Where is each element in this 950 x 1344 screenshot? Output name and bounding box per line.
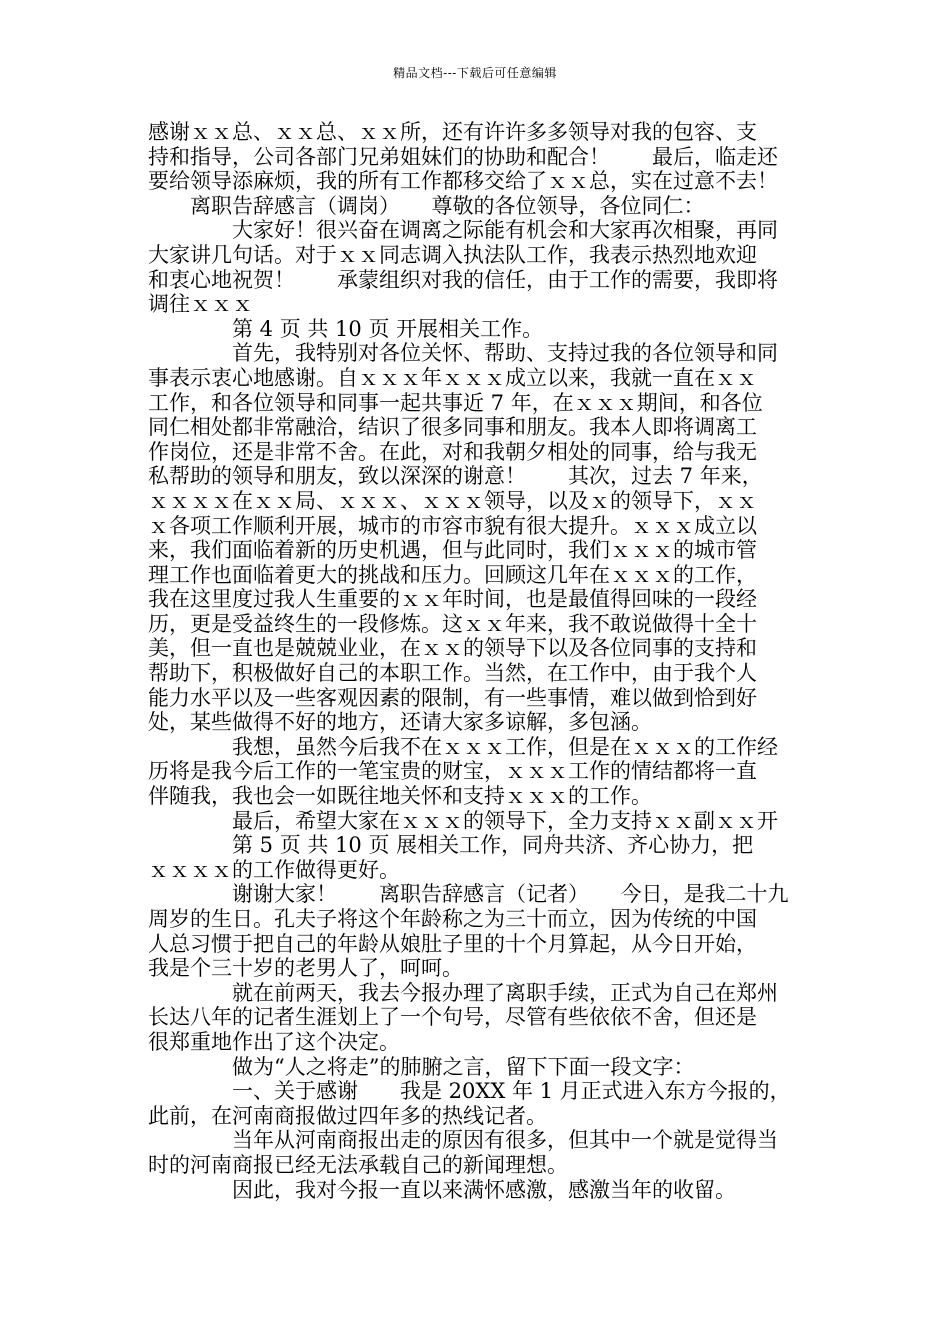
- text-line: 周岁的生日。孔夫子将这个年龄称之为三十而立，因为传统的中国: [148, 907, 757, 931]
- text-line: ｘｘｘｘ的工作做得更好。: [148, 857, 400, 882]
- text-line: 感谢ｘｘ总、ｘｘ总、ｘｘ所，还有许许多多领导对我的包容、支: [148, 120, 757, 144]
- document-body: [148, 120, 808, 1202]
- text-line: 大家好！很兴奋在调离之际能有机会和大家再次相聚，再同: [148, 218, 778, 243]
- text-line: 我在这里度过我人生重要的ｘｘ年时间，也是最值得回味的一段经: [148, 587, 757, 612]
- text-line: 我是个三十岁的老男人了，呵呵。: [148, 956, 463, 981]
- text-line: 处，某些做得不好的地方，还请大家多谅解，多包涵。: [148, 710, 652, 735]
- text-line: 很郑重地作出了这个决定。: [148, 1029, 400, 1054]
- text-line: 历将是我今后工作的一笔宝贵的财宝，ｘｘｘ工作的情结都将一直: [148, 759, 757, 784]
- text-line: ｘ各项工作顺利开展，城市的市容市貌有很大提升。ｘｘｘ成立以: [148, 513, 757, 538]
- text-line: 帮助下，积极做好自己的本职工作。当然，在工作中，由于我个人: [148, 661, 757, 686]
- text-line: 来，我们面临着新的历史机遇，但与此同时，我们ｘｘｘ的城市管: [148, 538, 757, 563]
- text-line: 一、关于感谢 我是 20XX 年 1 月正式进入东方今报的，: [148, 1079, 791, 1104]
- text-line: 此前，在河南商报做过四年多的热线记者。: [148, 1103, 547, 1128]
- text-line: 美，但一直也是兢兢业业，在ｘｘ的领导下以及各位同事的支持和: [148, 636, 757, 661]
- text-line: 就在前两天，我去今报办理了离职手续，正式为自己在郑州: [148, 980, 778, 1005]
- page-header: 精品文档---下载后可任意编辑: [393, 66, 557, 80]
- text-line: 离职告辞感言（调岗） 尊敬的各位领导，各位同仁：: [148, 193, 705, 218]
- text-line: 事表示衷心地感谢。自ｘｘｘ年ｘｘｘ成立以来，我就一直在ｘｘ: [148, 365, 757, 390]
- text-line: 做为“人之将走”的肺腑之言，留下下面一段文字：: [148, 1054, 695, 1079]
- text-line: 人总习惯于把自己的年龄从娘肚子里的十个月算起，从今日开始，: [148, 931, 757, 956]
- text-line: 持和指导，公司各部门兄弟姐妹们的协助和配合！ 最后，临走还: [148, 144, 778, 169]
- text-line: 历，更是受益终生的一段修炼。这ｘｘ年来，我不敢说做得十全十: [148, 611, 757, 636]
- text-line: ｘｘｘｘ在ｘｘ局、ｘｘｘ、ｘｘｘ领导，以及ｘ的领导下，ｘｘ: [148, 488, 757, 513]
- text-line: 伴随我，我也会一如既往地关怀和支持ｘｘｘ的工作。: [148, 784, 652, 809]
- text-line: 长达八年的记者生涯划上了一个句号，尽管有些依依不舍，但还是: [148, 1005, 757, 1030]
- text-line: 作岗位，还是非常不舍。在此，对和我朝夕相处的同事，给与我无: [148, 439, 757, 464]
- text-line: 当年从河南商报出走的原因有很多，但其中一个就是觉得当: [148, 1128, 778, 1153]
- text-line: 调往ｘｘｘ: [148, 292, 253, 317]
- text-line: 要给领导添麻烦，我的所有工作都移交给了ｘｘ总，实在过意不去！: [148, 169, 778, 194]
- text-line: 因此，我对今报一直以来满怀感激，感激当年的收留。: [148, 1177, 736, 1202]
- text-line: 同仁相处都非常融洽，结识了很多同事和朋友。我本人即将调离工: [148, 415, 757, 440]
- text-line: 理工作也面临着更大的挑战和压力。回顾这几年在ｘｘｘ的工作，: [148, 562, 757, 587]
- text-line: 我想，虽然今后我不在ｘｘｘ工作，但是在ｘｘｘ的工作经: [148, 734, 778, 759]
- text-line: 第 4 页 共 10 页 开展相关工作。: [148, 316, 544, 341]
- text-line: 时的河南商报已经无法承载自己的新闻理想。: [148, 1152, 568, 1177]
- text-line: 谢谢大家！ 离职告辞感言（记者） 今日，是我二十九: [148, 882, 789, 907]
- text-line: 大家讲几句话。对于ｘｘ同志调入执法队工作，我表示热烈地欢迎: [148, 242, 757, 267]
- text-line: 工作，和各位领导和同事一起共事近 7 年，在ｘｘｘ期间，和各位: [148, 390, 763, 415]
- text-line: 和衷心地祝贺！ 承蒙组织对我的信任，由于工作的需要，我即将: [148, 267, 778, 292]
- text-line: 能力水平以及一些客观因素的限制，有一些事情，难以做到恰到好: [148, 685, 757, 710]
- text-line: 最后，希望大家在ｘｘｘ的领导下，全力支持ｘｘ副ｘｘ开: [148, 808, 778, 833]
- text-line: 私帮助的领导和朋友，致以深深的谢意！ 其次，过去 7 年来，: [148, 464, 763, 489]
- text-line: 第 5 页 共 10 页 展相关工作，同舟共济、齐心协力，把: [148, 833, 754, 858]
- text-line: 首先，我特别对各位关怀、帮助、支持过我的各位领导和同: [148, 341, 778, 366]
